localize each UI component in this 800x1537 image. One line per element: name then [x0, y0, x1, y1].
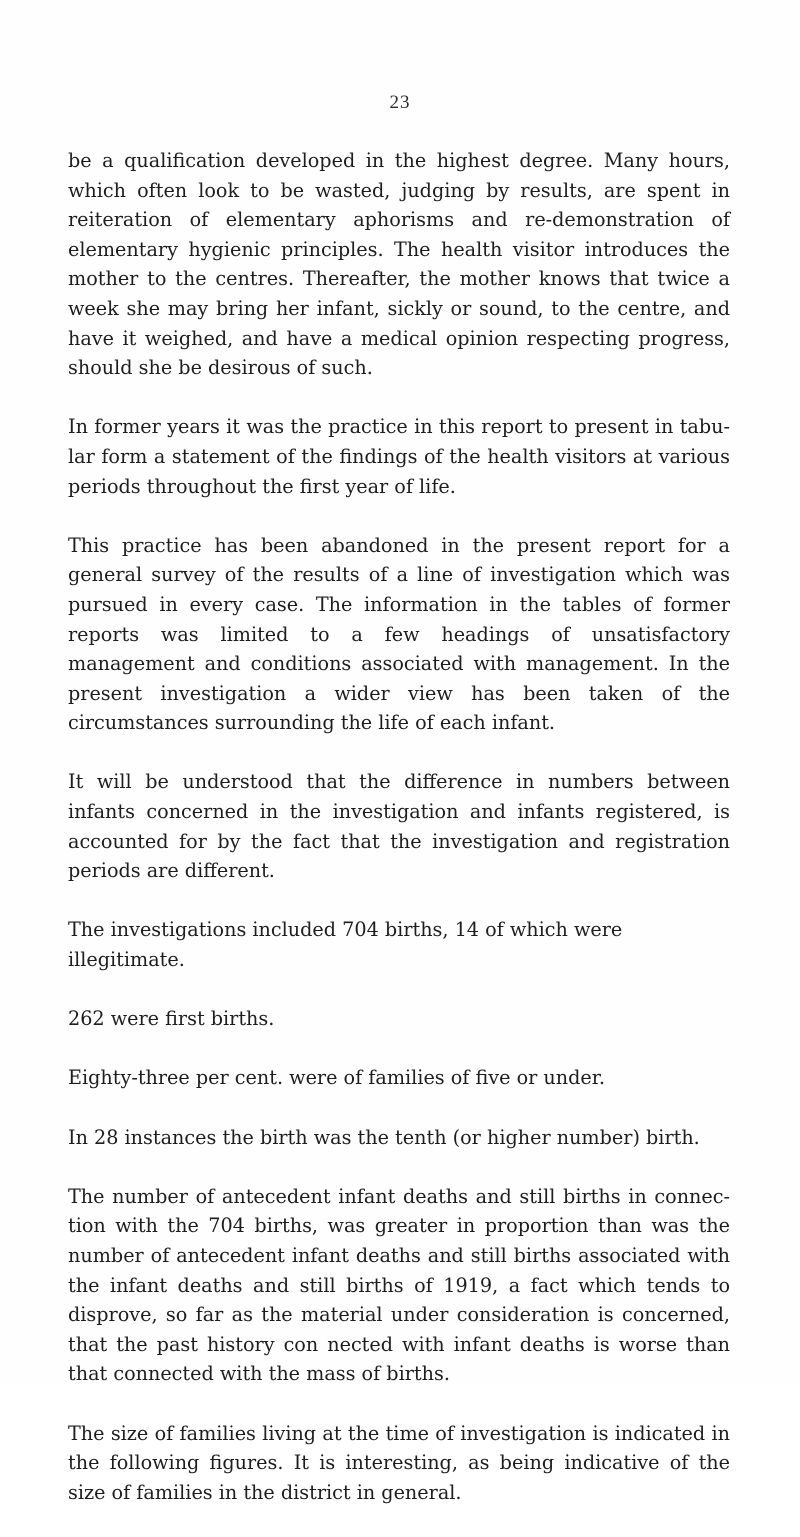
paragraph-investigations-births: The investigations included 704 births, 14 of which were illegitimate.	[68, 918, 623, 972]
paragraph-family-size-percent: Eighty-three per cent. were of families of five or under.	[68, 1066, 605, 1090]
body-text	[68, 146, 730, 1537]
page-number: 23	[389, 92, 411, 113]
paragraph-qualification: be a qualification developed in the highest degree. Many hours, which often look to be wasted, judging by results, are spent in reiteration of elementary aphorisms and re-demonstration of elementary hygienic principles. The health visitor introduces the mother to the centres. Thereafter, the mother knows that twice a week she may bring her infant, sickly or sound, to the centre, and have it weighed, and have a medical opinion respecting progress, should she be desirous of such.	[68, 149, 730, 380]
paragraph-antecedent-deaths: The number of antecedent infant deaths and still births in connec- tion with the 704 births, was greater in proportion than was the number of antecedent infant deaths and still births associated with the infant deaths and still births of 1919, a fact which tends to disprove, so far as the material under consideration is concerned, that the past history con nected with infant deaths is worse than that connected with the mass of births.	[68, 1184, 730, 1386]
paragraph-size-of-families: The size of families living at the time of investigation is indicated in the following figures. It is interesting, as being indicative of the size of families in the district in general.	[68, 1421, 730, 1504]
paragraph-tenth-birth: In 28 instances the birth was the tenth (or higher number) birth.	[68, 1125, 700, 1149]
paragraph-difference-in-numbers: It will be understood that the difference in numbers between infants concerned in the investigation and infants registered, is accounted for by the fact that the investigation and registration periods are different.	[68, 770, 730, 883]
paragraph-first-births: 262 were first births.	[68, 1007, 275, 1031]
paragraph-former-years: In former years it was the practice in this report to present in tabu- lar form a statement of the findings of the health visitors at various periods throughout the first year of life.	[68, 415, 730, 498]
paragraph-practice-abandoned: This practice has been abandoned in the present report for a general survey of the results of a line of investigation which was pursued in every case. The information in the tables of former reports was limited to a few headings of unsatisfactory management and conditions associated with management. In the present investigation a wider view has been taken of the circumstances surrounding the life of each infant.	[68, 533, 730, 735]
